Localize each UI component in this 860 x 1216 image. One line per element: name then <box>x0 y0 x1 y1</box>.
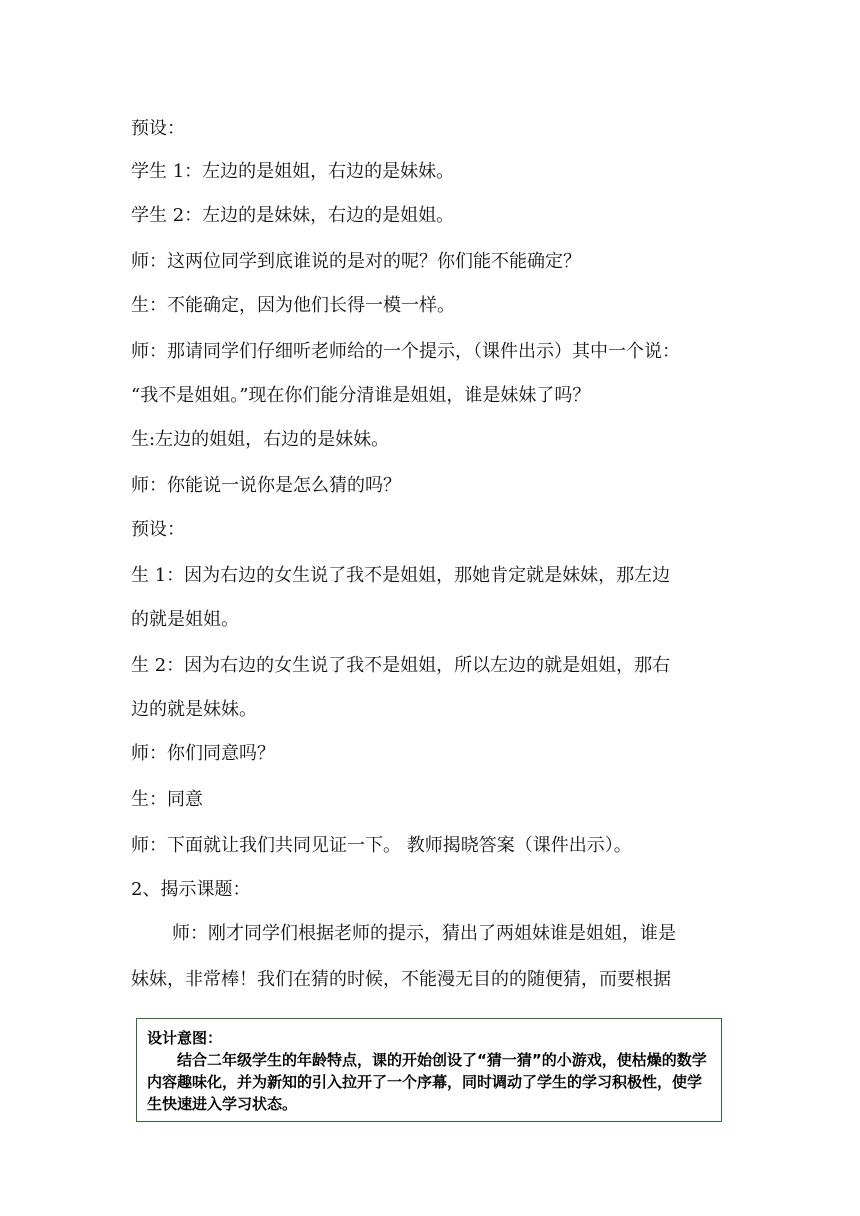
design-intent-title: 设计意图： <box>147 1029 223 1047</box>
text-line: “我不是姐姐。”现在你们能分清谁是姐姐，谁是妹妹了吗？ <box>131 385 591 406</box>
text-line: 师：你能说一说你是怎么猜的吗？ <box>131 475 401 496</box>
text-line: 师：刚才同学们根据老师的提示，猜出了两姐妹谁是姐姐，谁是 <box>172 923 676 944</box>
text-line: 师：你们同意吗？ <box>131 743 275 764</box>
design-intent-body: 结合二年级学生的年龄特点，课的开始创设了“猜一猜”的小游戏，使枯燥的数学内容趣味化，并为新知的引入拉开了一个序幕，同时调动了学生的学习积极性，使学生快速进入学习状态。 <box>147 1051 707 1113</box>
text-line: 师：下面就让我们共同见证一下。 教师揭晓答案（课件出示）。 <box>131 835 632 856</box>
text-line: 预设： <box>131 519 185 540</box>
text-line: 学生 2：左边的是妹妹，右边的是姐姐。 <box>131 205 455 226</box>
design-intent-box <box>136 1018 722 1122</box>
text-line: 的就是姐姐。 <box>131 609 239 630</box>
text-line: 预设： <box>131 118 185 139</box>
text-line: 妹妹，非常棒！我们在猜的时候，不能漫无目的的随便猜，而要根据 <box>131 969 671 990</box>
text-line: 生：同意 <box>131 789 203 810</box>
text-line: 生:左边的姐姐，右边的是妹妹。 <box>131 429 390 450</box>
text-line: 师：这两位同学到底谁说的是对的呢？你们能不能确定？ <box>131 251 581 272</box>
section-heading: 2、揭示课题： <box>131 879 251 900</box>
text-line: 学生 1：左边的是姐姐，右边的是妹妹。 <box>131 161 455 182</box>
text-line: 生 2：因为右边的女生说了我不是姐姐，所以左边的就是姐姐，那右 <box>131 655 671 676</box>
text-line: 生 1：因为右边的女生说了我不是姐姐，那她肯定就是妹妹，那左边 <box>131 565 671 586</box>
text-line: 生：不能确定，因为他们长得一模一样。 <box>131 295 455 316</box>
text-line: 边的就是妹妹。 <box>131 699 257 720</box>
text-line: 师：那请同学们仔细听老师给的一个提示，（课件出示）其中一个说： <box>131 341 680 362</box>
